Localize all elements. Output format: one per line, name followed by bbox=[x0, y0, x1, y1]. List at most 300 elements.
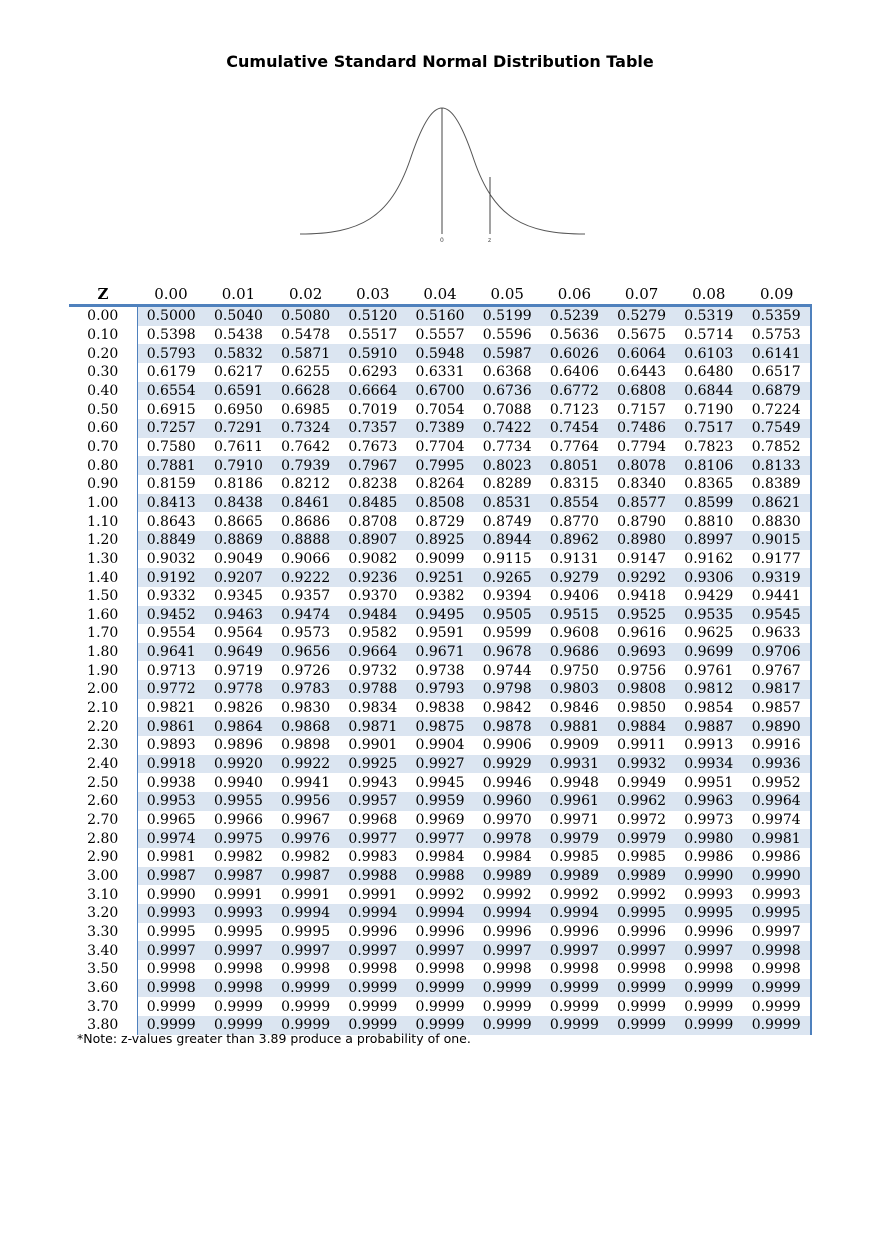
probability-cell: 0.9995 bbox=[213, 923, 263, 940]
probability-cell: 0.9767 bbox=[742, 661, 811, 680]
probability-cell: 0.9986 bbox=[684, 849, 734, 866]
z-value-cell: 2.10 bbox=[69, 699, 137, 718]
probability-cell: 0.5793 bbox=[137, 344, 205, 363]
probability-cell: 0.9909 bbox=[549, 737, 599, 754]
probability-cell: 0.5871 bbox=[272, 344, 339, 363]
table-row bbox=[69, 885, 811, 904]
probability-cell: 0.8365 bbox=[684, 476, 734, 493]
table-row bbox=[69, 717, 811, 736]
probability-cell: 0.6064 bbox=[608, 344, 675, 363]
probability-cell: 0.9999 bbox=[742, 1016, 811, 1035]
probability-cell: 0.9484 bbox=[339, 606, 406, 625]
probability-cell: 0.9671 bbox=[406, 643, 473, 662]
probability-cell: 0.9265 bbox=[474, 568, 541, 587]
probability-cell: 0.5279 bbox=[608, 306, 675, 326]
probability-cell: 0.7995 bbox=[406, 456, 473, 475]
probability-cell: 0.9999 bbox=[742, 979, 811, 998]
probability-cell: 0.9222 bbox=[272, 568, 339, 587]
probability-cell: 0.9982 bbox=[281, 849, 331, 866]
probability-cell: 0.9162 bbox=[684, 550, 734, 567]
probability-cell: 0.8413 bbox=[137, 494, 205, 513]
probability-cell: 0.9756 bbox=[617, 662, 667, 679]
probability-cell: 0.9992 bbox=[549, 886, 599, 903]
z-value-cell: 0.10 bbox=[69, 326, 137, 345]
table-row bbox=[69, 755, 811, 774]
probability-cell: 0.9699 bbox=[675, 643, 742, 662]
probability-cell: 0.9999 bbox=[608, 979, 675, 998]
probability-cell: 0.9988 bbox=[339, 867, 406, 886]
probability-cell: 0.8708 bbox=[348, 513, 398, 530]
probability-cell: 0.9803 bbox=[541, 680, 608, 699]
probability-cell: 0.9987 bbox=[205, 867, 272, 886]
probability-cell: 0.9599 bbox=[482, 625, 532, 642]
probability-cell: 0.7517 bbox=[675, 419, 742, 438]
probability-cell: 0.9994 bbox=[541, 904, 608, 923]
probability-cell: 0.8531 bbox=[474, 494, 541, 513]
probability-cell: 0.9357 bbox=[281, 588, 331, 605]
probability-cell: 0.6255 bbox=[281, 364, 331, 381]
column-header: 0.07 bbox=[608, 284, 675, 306]
probability-cell: 0.9207 bbox=[205, 568, 272, 587]
probability-cell: 0.9985 bbox=[617, 849, 667, 866]
probability-cell: 0.9664 bbox=[339, 643, 406, 662]
probability-cell: 0.8315 bbox=[549, 476, 599, 493]
table-row bbox=[69, 773, 811, 792]
probability-cell: 0.9406 bbox=[549, 588, 599, 605]
probability-cell: 0.9971 bbox=[549, 812, 599, 829]
probability-cell: 0.9783 bbox=[272, 680, 339, 699]
probability-cell: 0.9995 bbox=[281, 923, 331, 940]
probability-cell: 0.9911 bbox=[617, 737, 667, 754]
z-value-cell: 0.00 bbox=[69, 306, 137, 326]
probability-cell: 0.7454 bbox=[541, 419, 608, 438]
z-value-cell: 1.50 bbox=[69, 587, 137, 606]
probability-cell: 0.9192 bbox=[137, 568, 205, 587]
table-row bbox=[69, 848, 811, 867]
probability-cell: 0.9686 bbox=[541, 643, 608, 662]
probability-cell: 0.9997 bbox=[675, 941, 742, 960]
z-value-cell: 0.30 bbox=[69, 363, 137, 382]
probability-cell: 0.9948 bbox=[549, 774, 599, 791]
probability-cell: 0.9306 bbox=[675, 568, 742, 587]
probability-cell: 0.9616 bbox=[617, 625, 667, 642]
probability-cell: 0.8264 bbox=[415, 476, 465, 493]
probability-cell: 0.9878 bbox=[474, 717, 541, 736]
z-value-cell: 3.70 bbox=[69, 997, 137, 1016]
table-row bbox=[69, 960, 811, 979]
probability-cell: 0.9998 bbox=[482, 961, 532, 978]
probability-cell: 0.9973 bbox=[684, 812, 734, 829]
probability-cell: 0.9998 bbox=[348, 961, 398, 978]
probability-cell: 0.5753 bbox=[742, 326, 811, 345]
table-row bbox=[69, 699, 811, 718]
probability-cell: 0.9970 bbox=[482, 812, 532, 829]
probability-cell: 0.9893 bbox=[146, 737, 196, 754]
probability-cell: 0.9906 bbox=[482, 737, 532, 754]
probability-cell: 0.9778 bbox=[205, 680, 272, 699]
probability-cell: 0.9992 bbox=[415, 886, 465, 903]
probability-cell: 0.9999 bbox=[541, 1016, 608, 1035]
probability-cell: 0.9997 bbox=[742, 923, 811, 942]
column-header: 0.05 bbox=[474, 284, 541, 306]
probability-cell: 0.9990 bbox=[146, 886, 196, 903]
probability-cell: 0.9940 bbox=[213, 774, 263, 791]
probability-cell: 0.5319 bbox=[675, 306, 742, 326]
probability-cell: 0.9463 bbox=[205, 606, 272, 625]
probability-cell: 0.9999 bbox=[675, 979, 742, 998]
probability-cell: 0.9251 bbox=[406, 568, 473, 587]
probability-cell: 0.8686 bbox=[281, 513, 331, 530]
probability-cell: 0.7054 bbox=[415, 401, 465, 418]
probability-cell: 0.9999 bbox=[205, 1016, 272, 1035]
probability-cell: 0.9974 bbox=[742, 811, 811, 830]
probability-cell: 0.9943 bbox=[348, 774, 398, 791]
probability-cell: 0.9920 bbox=[205, 755, 272, 774]
probability-cell: 0.9834 bbox=[348, 700, 398, 717]
probability-cell: 0.8997 bbox=[675, 531, 742, 550]
table-row bbox=[69, 624, 811, 643]
probability-cell: 0.5000 bbox=[137, 306, 205, 326]
probability-cell: 0.8770 bbox=[549, 513, 599, 530]
probability-cell: 0.9998 bbox=[137, 979, 205, 998]
probability-cell: 0.9979 bbox=[608, 829, 675, 848]
z-value-cell: 3.80 bbox=[69, 1016, 137, 1035]
column-header: 0.03 bbox=[339, 284, 406, 306]
z-value-cell: 3.00 bbox=[69, 867, 137, 886]
probability-cell: 0.9936 bbox=[742, 755, 811, 774]
table-row bbox=[69, 494, 811, 513]
probability-cell: 0.9989 bbox=[474, 867, 541, 886]
probability-cell: 0.9999 bbox=[482, 998, 532, 1015]
probability-cell: 0.9965 bbox=[146, 812, 196, 829]
probability-cell: 0.9999 bbox=[339, 979, 406, 998]
probability-cell: 0.7823 bbox=[684, 438, 734, 455]
probability-cell: 0.6591 bbox=[205, 382, 272, 401]
probability-cell: 0.8621 bbox=[742, 494, 811, 513]
probability-cell: 0.7190 bbox=[684, 401, 734, 418]
probability-cell: 0.8790 bbox=[617, 513, 667, 530]
probability-cell: 0.9881 bbox=[541, 717, 608, 736]
z-value-cell: 0.20 bbox=[69, 344, 137, 363]
probability-cell: 0.5675 bbox=[617, 326, 667, 343]
probability-cell: 0.8554 bbox=[541, 494, 608, 513]
probability-cell: 0.6443 bbox=[617, 364, 667, 381]
table-row bbox=[69, 400, 811, 419]
probability-cell: 0.9887 bbox=[675, 717, 742, 736]
probability-cell: 0.9999 bbox=[549, 998, 599, 1015]
probability-cell: 0.8925 bbox=[406, 531, 473, 550]
table-row bbox=[69, 643, 811, 662]
probability-cell: 0.8023 bbox=[474, 456, 541, 475]
probability-cell: 0.9977 bbox=[406, 829, 473, 848]
probability-cell: 0.9941 bbox=[281, 774, 331, 791]
probability-cell: 0.9901 bbox=[348, 737, 398, 754]
probability-cell: 0.9032 bbox=[146, 550, 196, 567]
probability-cell: 0.7794 bbox=[617, 438, 667, 455]
probability-cell: 0.9996 bbox=[415, 923, 465, 940]
table-row bbox=[69, 419, 811, 438]
table-row bbox=[69, 979, 811, 998]
probability-cell: 0.9963 bbox=[675, 792, 742, 811]
probability-cell: 0.6103 bbox=[675, 344, 742, 363]
probability-cell: 0.9986 bbox=[742, 848, 811, 867]
probability-cell: 0.8078 bbox=[608, 456, 675, 475]
probability-cell: 0.8849 bbox=[137, 531, 205, 550]
probability-cell: 0.9115 bbox=[482, 550, 532, 567]
probability-cell: 0.6406 bbox=[549, 364, 599, 381]
probability-cell: 0.7881 bbox=[137, 456, 205, 475]
probability-cell: 0.9066 bbox=[281, 550, 331, 567]
probability-cell: 0.9956 bbox=[272, 792, 339, 811]
probability-cell: 0.9904 bbox=[415, 737, 465, 754]
probability-cell: 0.9732 bbox=[348, 662, 398, 679]
probability-cell: 0.6736 bbox=[474, 382, 541, 401]
table-row bbox=[69, 661, 811, 680]
probability-cell: 0.8438 bbox=[205, 494, 272, 513]
probability-cell: 0.9997 bbox=[205, 941, 272, 960]
z-value-cell: 1.70 bbox=[69, 624, 137, 643]
probability-cell: 0.9838 bbox=[415, 700, 465, 717]
probability-cell: 0.9525 bbox=[608, 606, 675, 625]
probability-cell: 0.9382 bbox=[415, 588, 465, 605]
probability-cell: 0.9991 bbox=[281, 886, 331, 903]
probability-cell: 0.6331 bbox=[415, 364, 465, 381]
probability-cell: 0.9929 bbox=[474, 755, 541, 774]
probability-cell: 0.7673 bbox=[348, 438, 398, 455]
probability-cell: 0.9997 bbox=[406, 941, 473, 960]
probability-cell: 0.9015 bbox=[742, 531, 811, 550]
table-row bbox=[69, 363, 811, 382]
probability-cell: 0.9996 bbox=[617, 923, 667, 940]
probability-cell: 0.9515 bbox=[541, 606, 608, 625]
probability-cell: 0.7734 bbox=[482, 438, 532, 455]
probability-cell: 0.5557 bbox=[415, 326, 465, 343]
probability-cell: 0.9988 bbox=[406, 867, 473, 886]
probability-cell: 0.9573 bbox=[281, 625, 331, 642]
probability-cell: 0.9994 bbox=[406, 904, 473, 923]
table-row bbox=[69, 438, 811, 457]
table-row bbox=[69, 792, 811, 811]
probability-cell: 0.5239 bbox=[541, 306, 608, 326]
z-table bbox=[69, 284, 812, 1035]
table-row bbox=[69, 829, 811, 848]
probability-cell: 0.9999 bbox=[415, 998, 465, 1015]
probability-cell: 0.6950 bbox=[213, 401, 263, 418]
probability-cell: 0.9875 bbox=[406, 717, 473, 736]
probability-cell: 0.9934 bbox=[675, 755, 742, 774]
probability-cell: 0.8962 bbox=[541, 531, 608, 550]
probability-cell: 0.9998 bbox=[684, 961, 734, 978]
probability-cell: 0.9999 bbox=[541, 979, 608, 998]
probability-cell: 0.9997 bbox=[541, 941, 608, 960]
probability-cell: 0.9999 bbox=[339, 1016, 406, 1035]
probability-cell: 0.9975 bbox=[205, 829, 272, 848]
probability-cell: 0.9147 bbox=[617, 550, 667, 567]
probability-cell: 0.9418 bbox=[617, 588, 667, 605]
probability-cell: 0.7224 bbox=[742, 400, 811, 419]
probability-cell: 0.9913 bbox=[684, 737, 734, 754]
probability-cell: 0.9998 bbox=[146, 961, 196, 978]
probability-cell: 0.9997 bbox=[272, 941, 339, 960]
column-header: 0.08 bbox=[675, 284, 742, 306]
probability-cell: 0.9995 bbox=[675, 904, 742, 923]
probability-cell: 0.8665 bbox=[213, 513, 263, 530]
z-value-cell: 0.80 bbox=[69, 456, 137, 475]
z-value-cell: 1.10 bbox=[69, 512, 137, 531]
probability-cell: 0.9591 bbox=[415, 625, 465, 642]
probability-cell: 0.5910 bbox=[339, 344, 406, 363]
probability-cell: 0.9713 bbox=[146, 662, 196, 679]
probability-cell: 0.9990 bbox=[675, 867, 742, 886]
mean-label: 0 bbox=[440, 237, 444, 244]
probability-cell: 0.9925 bbox=[339, 755, 406, 774]
probability-cell: 0.9969 bbox=[415, 812, 465, 829]
probability-cell: 0.9554 bbox=[146, 625, 196, 642]
probability-cell: 0.9236 bbox=[339, 568, 406, 587]
probability-cell: 0.8980 bbox=[608, 531, 675, 550]
probability-cell: 0.9984 bbox=[415, 849, 465, 866]
normal-curve-figure bbox=[300, 100, 585, 250]
probability-cell: 0.7611 bbox=[213, 438, 263, 455]
probability-cell: 0.9999 bbox=[272, 979, 339, 998]
probability-cell: 0.9998 bbox=[742, 941, 811, 960]
probability-cell: 0.9772 bbox=[137, 680, 205, 699]
z-value-cell: 1.80 bbox=[69, 643, 137, 662]
page-title: Cumulative Standard Normal Distribution Table bbox=[226, 52, 654, 71]
z-value-cell: 1.00 bbox=[69, 494, 137, 513]
probability-cell: 0.8869 bbox=[205, 531, 272, 550]
probability-cell: 0.9898 bbox=[281, 737, 331, 754]
probability-cell: 0.5987 bbox=[474, 344, 541, 363]
probability-cell: 0.9993 bbox=[742, 885, 811, 904]
probability-cell: 0.9864 bbox=[205, 717, 272, 736]
probability-cell: 0.9967 bbox=[281, 812, 331, 829]
probability-cell: 0.9846 bbox=[549, 700, 599, 717]
probability-cell: 0.9999 bbox=[348, 998, 398, 1015]
probability-cell: 0.9999 bbox=[617, 998, 667, 1015]
probability-cell: 0.9394 bbox=[482, 588, 532, 605]
probability-cell: 0.7580 bbox=[146, 438, 196, 455]
probability-cell: 0.9938 bbox=[146, 774, 196, 791]
probability-cell: 0.9370 bbox=[348, 588, 398, 605]
z-value-cell: 0.70 bbox=[69, 438, 137, 457]
probability-cell: 0.9977 bbox=[339, 829, 406, 848]
z-value-cell: 3.20 bbox=[69, 904, 137, 923]
probability-cell: 0.9996 bbox=[348, 923, 398, 940]
probability-cell: 0.9319 bbox=[742, 568, 811, 587]
column-header: 0.04 bbox=[406, 284, 473, 306]
probability-cell: 0.9978 bbox=[474, 829, 541, 848]
probability-cell: 0.9994 bbox=[272, 904, 339, 923]
probability-cell: 0.9861 bbox=[137, 717, 205, 736]
z-label: z bbox=[488, 237, 492, 244]
probability-cell: 0.8133 bbox=[742, 456, 811, 475]
table-row bbox=[69, 904, 811, 923]
probability-cell: 0.6141 bbox=[742, 344, 811, 363]
probability-cell: 0.9505 bbox=[474, 606, 541, 625]
table-row bbox=[69, 811, 811, 830]
z-value-cell: 2.40 bbox=[69, 755, 137, 774]
probability-cell: 0.7019 bbox=[348, 401, 398, 418]
probability-cell: 0.9995 bbox=[742, 904, 811, 923]
probability-cell: 0.8888 bbox=[272, 531, 339, 550]
probability-cell: 0.9633 bbox=[742, 624, 811, 643]
probability-cell: 0.9292 bbox=[608, 568, 675, 587]
probability-cell: 0.9812 bbox=[675, 680, 742, 699]
probability-cell: 0.9953 bbox=[137, 792, 205, 811]
probability-cell: 0.9960 bbox=[474, 792, 541, 811]
probability-cell: 0.9966 bbox=[213, 812, 263, 829]
z-value-cell: 1.60 bbox=[69, 606, 137, 625]
probability-cell: 0.9968 bbox=[348, 812, 398, 829]
probability-cell: 0.7088 bbox=[482, 401, 532, 418]
probability-cell: 0.9332 bbox=[146, 588, 196, 605]
table-row bbox=[69, 867, 811, 886]
probability-cell: 0.9996 bbox=[549, 923, 599, 940]
column-header: 0.02 bbox=[272, 284, 339, 306]
probability-cell: 0.7549 bbox=[742, 419, 811, 438]
probability-cell: 0.8944 bbox=[474, 531, 541, 550]
table-body bbox=[69, 306, 811, 1035]
table-row bbox=[69, 344, 811, 363]
table-row bbox=[69, 512, 811, 531]
probability-cell: 0.9177 bbox=[742, 550, 811, 569]
probability-cell: 0.8907 bbox=[339, 531, 406, 550]
probability-cell: 0.9922 bbox=[272, 755, 339, 774]
table-row bbox=[69, 326, 811, 345]
table-row bbox=[69, 550, 811, 569]
probability-cell: 0.9998 bbox=[617, 961, 667, 978]
z-value-cell: 0.40 bbox=[69, 382, 137, 401]
probability-cell: 0.9279 bbox=[541, 568, 608, 587]
probability-cell: 0.9693 bbox=[608, 643, 675, 662]
probability-cell: 0.9916 bbox=[742, 736, 811, 755]
probability-cell: 0.9987 bbox=[137, 867, 205, 886]
probability-cell: 0.5714 bbox=[684, 326, 734, 343]
probability-cell: 0.9964 bbox=[742, 792, 811, 811]
probability-cell: 0.9996 bbox=[684, 923, 734, 940]
probability-cell: 0.9946 bbox=[482, 774, 532, 791]
table-row bbox=[69, 941, 811, 960]
probability-cell: 0.9826 bbox=[213, 700, 263, 717]
probability-cell: 0.7389 bbox=[406, 419, 473, 438]
probability-cell: 0.7123 bbox=[549, 401, 599, 418]
probability-cell: 0.8340 bbox=[617, 476, 667, 493]
probability-cell: 0.9738 bbox=[415, 662, 465, 679]
probability-cell: 0.8461 bbox=[272, 494, 339, 513]
probability-cell: 0.5948 bbox=[406, 344, 473, 363]
probability-cell: 0.6985 bbox=[281, 401, 331, 418]
probability-cell: 0.5398 bbox=[146, 326, 196, 343]
z-value-cell: 0.90 bbox=[69, 475, 137, 494]
probability-cell: 0.9999 bbox=[742, 997, 811, 1016]
z-value-cell: 1.20 bbox=[69, 531, 137, 550]
probability-cell: 0.9957 bbox=[339, 792, 406, 811]
probability-cell: 0.6554 bbox=[137, 382, 205, 401]
probability-cell: 0.9949 bbox=[617, 774, 667, 791]
column-header: 0.00 bbox=[137, 284, 205, 306]
probability-cell: 0.9099 bbox=[415, 550, 465, 567]
probability-cell: 0.9495 bbox=[406, 606, 473, 625]
probability-cell: 0.9951 bbox=[684, 774, 734, 791]
probability-cell: 0.9993 bbox=[684, 886, 734, 903]
probability-cell: 0.9927 bbox=[406, 755, 473, 774]
probability-cell: 0.9993 bbox=[137, 904, 205, 923]
probability-cell: 0.9984 bbox=[482, 849, 532, 866]
probability-cell: 0.9999 bbox=[281, 998, 331, 1015]
probability-cell: 0.9793 bbox=[406, 680, 473, 699]
z-value-cell: 1.90 bbox=[69, 661, 137, 680]
